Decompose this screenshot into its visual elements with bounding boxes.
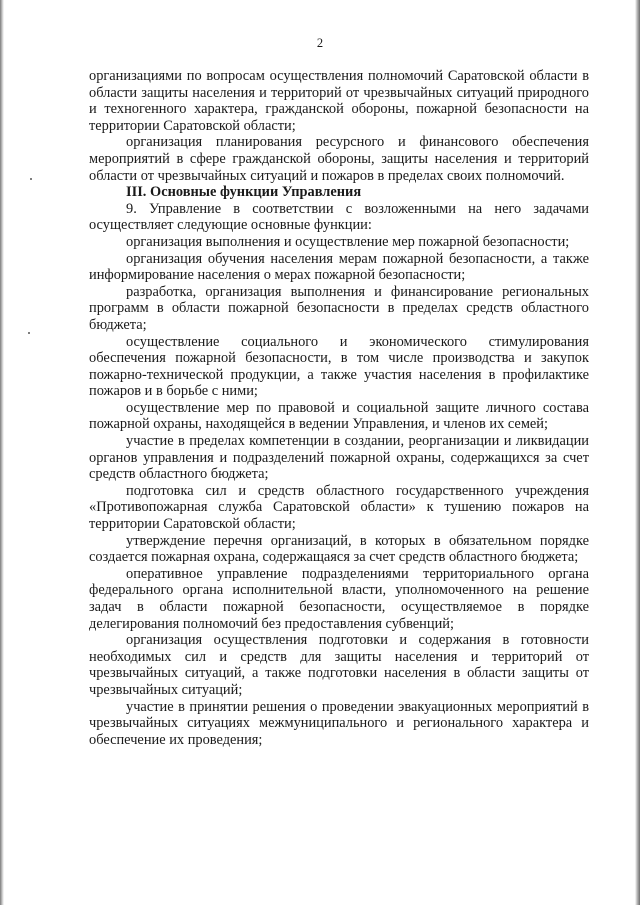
paragraph: осуществление социального и экономического стимулирования обеспечения пожарной безопасности, в том числе производства и закупок пожарно-технической продукции, а также участия населения в профилактике пожаров и в борьбе с ними; — [89, 333, 589, 400]
scan-edge-right — [635, 0, 640, 905]
paragraph: 9. Управление в соответствии с возложенными на него задачами осуществляет следующие основные функции: — [89, 200, 589, 234]
paragraph: участие в пределах компетенции в создании, реорганизации и ликвидации органов управления и подразделений пожарной охраны, содержащихся за счет средств областного бюджета; — [89, 433, 589, 483]
paragraph: организация планирования ресурсного и финансового обеспечения мероприятий в сфере гражданской обороны, защиты населения и территорий области от чрезвычайных ситуаций и пожаров в пределах своих полномочий. — [89, 134, 589, 184]
paragraph: организациями по вопросам осуществления полномочий Саратовской области в области защиты населения и территорий от чрезвычайных ситуаций природного и техногенного характера, гражданской обороны, пожарной безопасности на территории Саратовской области; — [89, 68, 589, 134]
section-heading: III. Основные функции Управления — [126, 184, 362, 201]
scan-speck — [30, 178, 32, 180]
scan-speck — [28, 332, 30, 334]
paragraph: подготовка сил и средств областного государственного учреждения «Противопожарная служба Саратовской области» к тушению пожаров на территории Саратовской области; — [89, 482, 589, 533]
page-number: 2 — [316, 36, 324, 50]
paragraph: оперативное управление подразделениями территориального органа федерального органа исполнительной власти, уполномоченного на решение задач в области пожарной безопасности, осуществляемое в порядке делегирования полномочий без предоставления субвенций; — [89, 565, 589, 632]
paragraph: организация обучения населения мерам пожарной безопасности, а также информирование населения о мерах пожарной безопасности; — [89, 250, 589, 284]
scan-edge-left — [0, 0, 4, 905]
paragraph: участие в принятии решения о проведении эвакуационных мероприятий в чрезвычайных ситуациях межмуниципального и регионального характера и обеспечение их проведения; — [89, 698, 589, 748]
paragraph: организация выполнения и осуществление мер пожарной безопасности; — [126, 233, 570, 250]
paragraph: разработка, организация выполнения и финансирование региональных программ в области пожарной безопасности в пределах средств областного бюджета; — [89, 283, 589, 333]
document-body — [89, 68, 589, 748]
paragraph: утверждение перечня организаций, в которых в обязательном порядке создается пожарная охрана, содержащаяся за счет средств областного бюджета; — [89, 532, 589, 566]
paragraph: организация осуществления подготовки и содержания в готовности необходимых сил и средств для защиты населения и территорий от чрезвычайных ситуаций, а также подготовки населения в области защиты от чрезвычайных ситуаций; — [89, 632, 589, 698]
paragraph: осуществление мер по правовой и социальной защите личного состава пожарной охраны, находящейся в ведении Управления, и членов их семей; — [89, 399, 589, 433]
